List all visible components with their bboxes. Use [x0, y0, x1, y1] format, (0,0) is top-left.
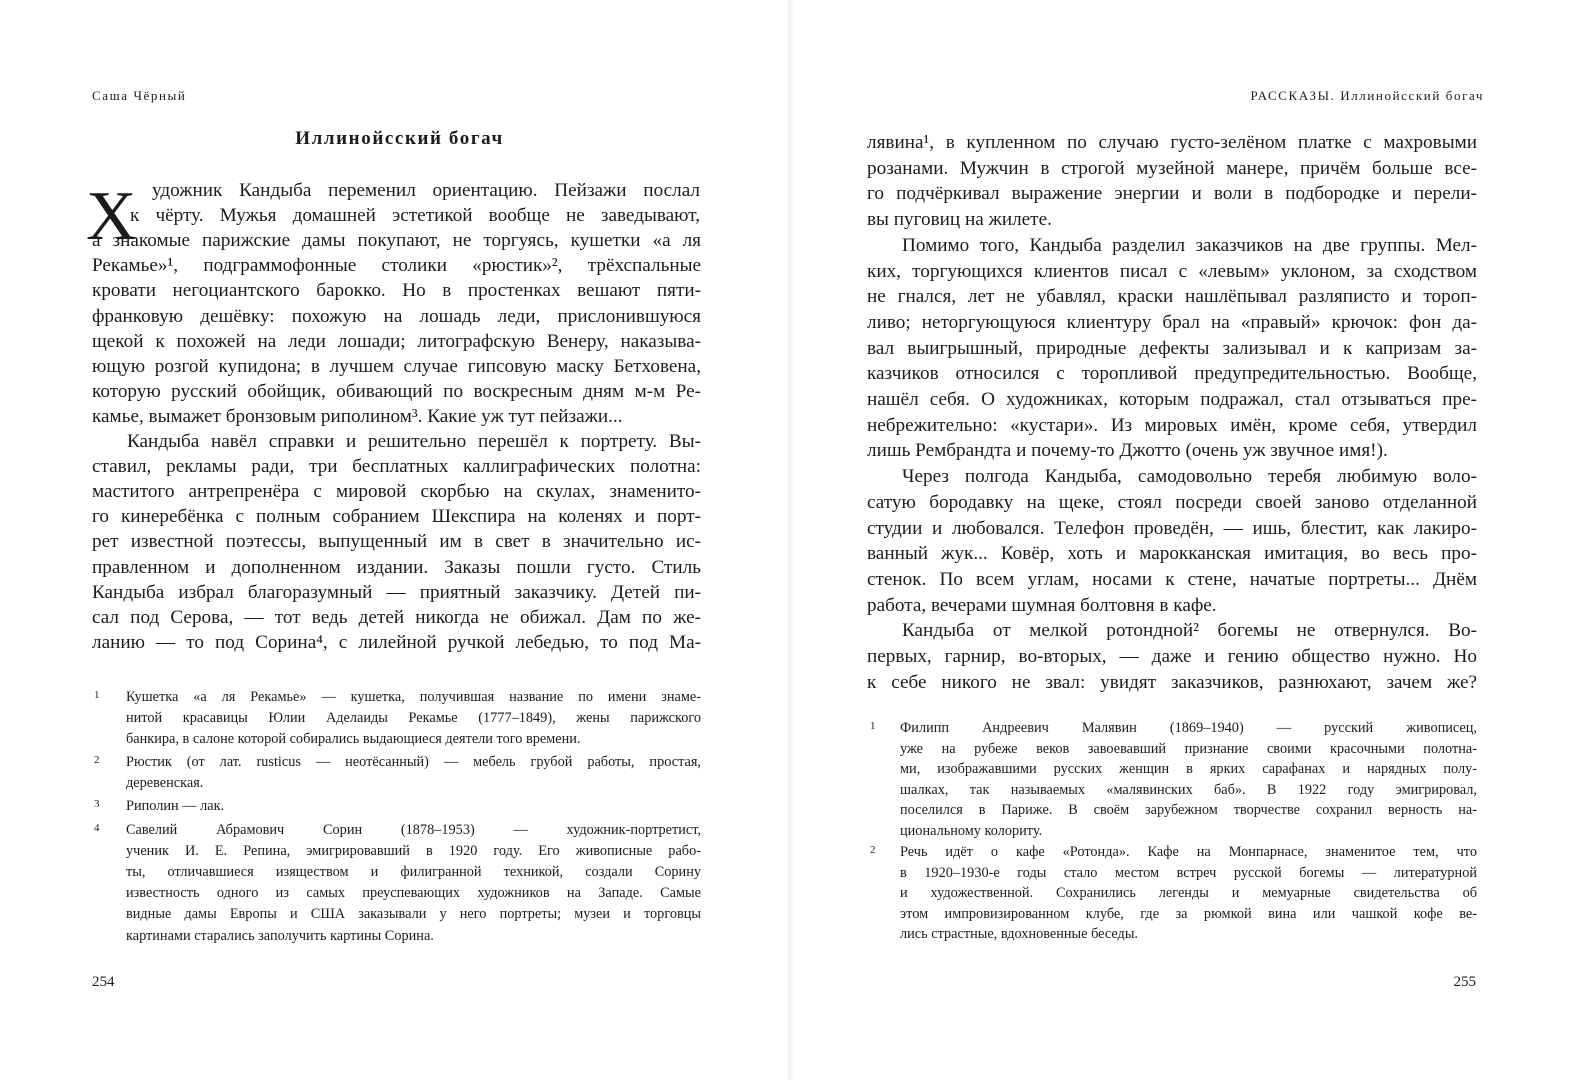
left-body-line: правленном и дополненном издании. Заказы пошли густо. Стиль — [92, 557, 701, 578]
right-body-line: вы пуговиц на жилете. — [867, 209, 1052, 230]
left-footnote-line: ты, отличавшиеся изяществом и филигранной техникой, создали Сорину — [126, 864, 701, 880]
left-footnote-line: Риполин — лак. — [126, 798, 225, 814]
left-body-line: а знакомые парижские дамы покупают, не торгуясь, кушетки «а ля — [92, 230, 701, 251]
left-footnote-line: Рюстик (от лат. rusticus — неотёсанный) — мебель грубой работы, простая, — [126, 754, 701, 770]
left-body-line: франковую дешёвку: похожую на лошадь леди, прислонившуюся — [92, 306, 701, 327]
left-body-line: камье, вымажет бронзовым риполином³. Какие уж тут пейзажи... — [92, 406, 623, 427]
left-body-line: рет известной поэтессы, выпущенный им в свет в значительно ис- — [92, 531, 701, 552]
left-footnote-line: ученик И. Е. Репина, эмигрировавший в 1920 году. Его живописные рабо- — [126, 843, 701, 859]
left-body-line: кровати негоциантского барокко. Но в простенках вешают пяти- — [92, 280, 701, 301]
left-body-line: щекой к похожей на леди лошади; литографскую Венеру, наказыва- — [92, 331, 701, 352]
right-footnote-line: этом импровизированном клубе, где за рюмкой вина или чашкой кофе ве- — [900, 906, 1477, 922]
right-footnote-line: ми, изображавшими русских женщин в ярких сарафанах и нарядных полу- — [900, 761, 1477, 777]
right-footnote-line: шалках, так называемых «малявинских баб». В 1922 году эмигрировал, — [900, 782, 1477, 798]
right-body-line: не гнался, лет не убавлял, краски нашлёпывал разляписто и тороп- — [867, 286, 1477, 307]
left-footnote-line: банкира, в салоне которой собирались выдающиеся деятели того времени. — [126, 731, 581, 747]
left-body-line: ланию — то под Сорина⁴, с лилейной ручкой лебедью, то под Ма- — [92, 632, 701, 653]
right-body-line: нашёл себя. О художниках, которым подражал, стал отзываться пре- — [867, 389, 1477, 410]
right-body-line: ванный жук... Ковёр, хоть и марокканская имитация, во весь про- — [867, 543, 1477, 564]
right-body-line: лявина¹, в купленном по случаю густо-зелёном платке с махровыми — [867, 132, 1477, 153]
left-footnote-line: деревенская. — [126, 775, 204, 791]
running-head-author: Саша Чёрный — [92, 88, 187, 103]
left-body-line: к чёрту. Мужья домашней эстетикой вообще не заведывают, — [130, 205, 700, 226]
left-body-line: ющую розгой купидона; в лучшем случае гипсовую маску Бетховена, — [92, 356, 701, 377]
left-body-line: которую русский обойщик, обивающий по воскресным дням м-м Ре- — [92, 381, 701, 402]
right-body-line: к себе никого не звал: увидят заказчиков, разнюхают, зачем же? — [867, 672, 1477, 693]
left-footnote-number: 3 — [94, 798, 100, 810]
right-footnote-line: лись страстные, вдохновенные беседы. — [900, 926, 1138, 942]
left-body-line: маститого антрепренёра с мировой скорбью на скулах, знаменито- — [92, 481, 701, 502]
left-footnote-line: картинами старались заполучить картины Сорина. — [126, 928, 434, 944]
right-body-line: Через полгода Кандыба, самодовольно теребя любимую воло- — [902, 466, 1477, 487]
right-footnote-line: и художественной. Сохранились легенды и мемуарные свидетельства об — [900, 885, 1477, 901]
right-footnote-line: уже на рубеже веков завоевавший признание своими красочными полотна- — [900, 741, 1477, 757]
right-footnote-line: Речь идёт о кафе «Ротонда». Кафе на Монпарнасе, знаменитое тем, что — [900, 844, 1477, 860]
right-body-line: розанами. Мужчин в строгой музейной манере, причём больше все- — [867, 158, 1477, 179]
chapter-title: Иллинойсский богач — [295, 128, 504, 149]
left-body-line: ставил, рекламы ради, три бесплатных каллиграфических полотна: — [92, 456, 701, 477]
right-body-line: работа, вечерами шумная болтовня в кафе. — [867, 595, 1217, 616]
left-footnote-line: Кушетка «а ля Рекамье» — кушетка, получившая название по имени знаме- — [126, 689, 701, 705]
right-body-line: ливо; неторгующуюся клиентуру брал на «правый» крючок: фон да- — [867, 312, 1477, 333]
right-footnote-number: 2 — [870, 844, 876, 856]
right-footnote-line: поселился в Париже. В своём зарубежном творчестве сохранил верность на- — [900, 802, 1477, 818]
running-head-section: РАССКАЗЫ. Иллинойсский богач — [1250, 88, 1484, 103]
right-footnote-line: Филипп Андреевич Малявин (1869–1940) — русский живописец, — [900, 720, 1477, 736]
left-body-line: сал под Серова, — тот ведь детей никогда не обижал. Дам по же- — [92, 607, 701, 628]
right-body-line: го подчёркивал выражение энергии и воли в подбородке и перели- — [867, 183, 1477, 204]
right-page — [790, 0, 1577, 1080]
right-body-line: стенок. По всем углам, носами к стене, начатые портреты... Днём — [867, 569, 1477, 590]
right-body-line: небрежительно: «кустари». Из мировых имён, кроме себя, утвердил — [867, 415, 1477, 436]
left-body-line: Кандыба избрал благоразумный — приятный заказчику. Детей пи- — [92, 582, 701, 603]
right-footnote-line: в 1920–1930-е годы стало местом встреч русской богемы — литературной — [900, 865, 1477, 881]
left-body-line: удожник Кандыба переменил ориентацию. Пейзажи послал — [152, 180, 700, 201]
right-body-line: Помимо того, Кандыба разделил заказчиков на две группы. Мел- — [902, 235, 1477, 256]
right-footnote-line: циональному колориту. — [900, 823, 1043, 839]
left-footnote-number: 1 — [94, 689, 100, 701]
left-footnote-line: видные дамы Европы и США заказывали у него портреты; музеи и торговцы — [126, 906, 701, 922]
right-body-line: студии и любовался. Телефон проведён, — ишь, блестит, как лакиро- — [867, 518, 1477, 539]
right-body-line: лишь Рембрандта и почему-то Джотто (очень уж звучное имя!). — [867, 440, 1388, 461]
left-footnote-number: 2 — [94, 754, 100, 766]
right-body-line: сатую бородавку на щеке, стоял посреди своей заново отделанной — [867, 492, 1477, 513]
right-footnote-number: 1 — [870, 720, 876, 732]
drop-cap: Х — [86, 178, 137, 255]
left-footnote-line: известность одного из самых преуспевающих художников на Западе. Самые — [126, 885, 701, 901]
right-body-line: Кандыба от мелкой ротондной² богемы не отвернулся. Во- — [902, 620, 1477, 641]
left-body-line: го кинеребёнка с полным собранием Шекспира на коленях и порт- — [92, 506, 701, 527]
right-body-line: казчиков относился с торопливой предупредительностью. Вообще, — [867, 363, 1477, 384]
page-number-right: 255 — [1453, 974, 1476, 990]
page-number-left: 254 — [92, 974, 115, 990]
left-body-line: Кандыба навёл справки и решительно перешёл к портрету. Вы- — [127, 431, 701, 452]
right-body-line: ких, торгующихся клиентов писал с «левым» уклоном, за сходством — [867, 261, 1477, 282]
left-footnote-line: нитой красавицы Юлии Аделаиды Рекамье (1777–1849), жены парижского — [126, 710, 701, 726]
right-body-line: вал выигрышный, природные дефекты зализывал и к капризам за- — [867, 338, 1477, 359]
left-footnote-line: Савелий Абрамович Сорин (1878–1953) — художник-портретист, — [126, 822, 701, 838]
left-body-line: Рекамье»¹, подграммофонные столики «рюстик»², трёхспальные — [92, 255, 701, 276]
left-footnote-number: 4 — [94, 822, 100, 834]
right-body-line: первых, гарнир, во-вторых, — даже и гению общество нужно. Но — [867, 646, 1477, 667]
